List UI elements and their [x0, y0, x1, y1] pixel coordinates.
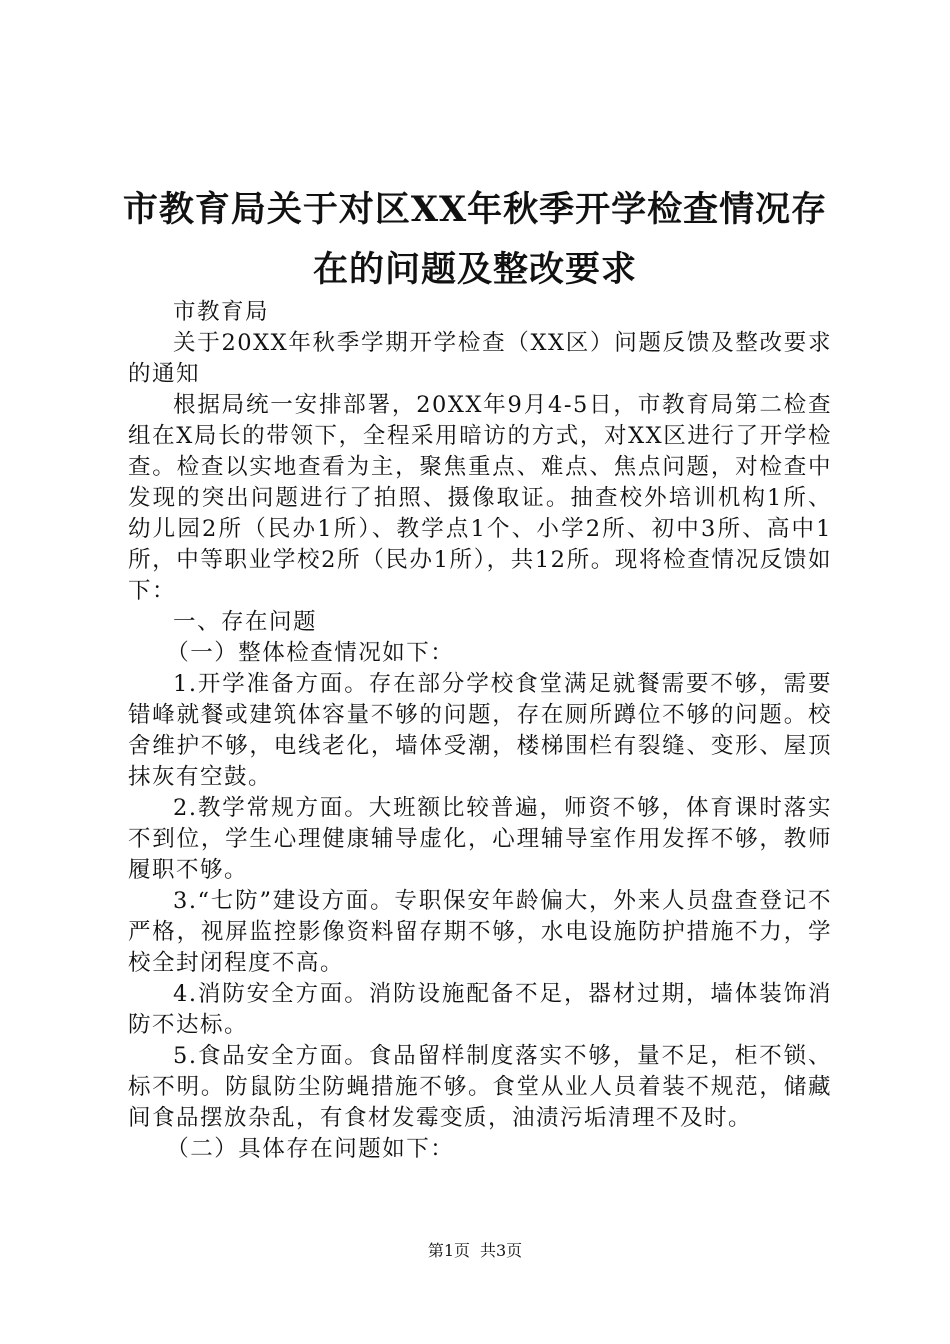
title-line-2: 在的问题及整改要求	[312, 249, 637, 290]
subsection-heading-overall: （一）整体检查情况如下：	[166, 640, 455, 666]
issuer-line: 市教育局	[173, 299, 270, 325]
page-footer	[0, 1240, 950, 1262]
item-seven-prevention: 3.“七防”建设方面。专职保安年龄偏大，外来人员盘查登记不严格，视屏监控影像资料留存期不够，水电设施防护措施不力，学校全封闭程度不高。	[128, 888, 832, 976]
title-line-1: 市教育局关于对区XX年秋季开学检查情况存	[122, 189, 828, 230]
item-fire-safety: 4.消防安全方面。消防设施配备不足，器材过期，墙体装饰消防不达标。	[128, 981, 832, 1038]
subsection-heading-specific: （二）具体存在问题如下：	[166, 1136, 455, 1162]
document-title	[100, 180, 850, 300]
item-teaching-routine: 2.教学常规方面。大班额比较普遍，师资不够，体育课时落实不到位，学生心理健康辅导虚化，心理辅导室作用发挥不够，教师履职不够。	[128, 795, 832, 883]
item-school-preparation: 1.开学准备方面。存在部分学校食堂满足就餐需要不够，需要错峰就餐或建筑体容量不够的问题，存在厕所蹲位不够的问题。校舍维护不够，电线老化，墙体受潮，楼梯围栏有裂缝、变形、屋顶抹灰有空鼓。	[128, 671, 832, 790]
item-food-safety: 5.食品安全方面。食品留样制度落实不够，量不足，柜不锁、标不明。防鼠防尘防蝇措施不够。食堂从业人员着装不规范，储藏间食品摆放杂乱，有食材发霉变质，油渍污垢清理不及时。	[128, 1043, 832, 1131]
notice-subject: 关于20XX年秋季学期开学检查（XX区）问题反馈及整改要求的通知	[128, 330, 832, 387]
page-number: 第1页	[427, 1241, 470, 1260]
intro-paragraph: 根据局统一安排部署，20XX年9月4-5日，市教育局第二检查组在X局长的带领下，全程采用暗访的方式，对XX区进行了开学检查。检查以实地查看为主，聚焦重点、难点、焦点问题，对检查中发现的突出问题进行了拍照、摄像取证。抽查校外培训机构1所、幼儿园2所（民办1所）、教学点1个、小学2所、初中3所、高中1所，中等职业学校2所（民办1所），共12所。现将检查情况反馈如下：	[128, 392, 832, 604]
section-heading-problems: 一、存在问题	[173, 609, 318, 635]
document-body	[128, 297, 832, 1165]
page-count: 共3页	[480, 1241, 523, 1260]
